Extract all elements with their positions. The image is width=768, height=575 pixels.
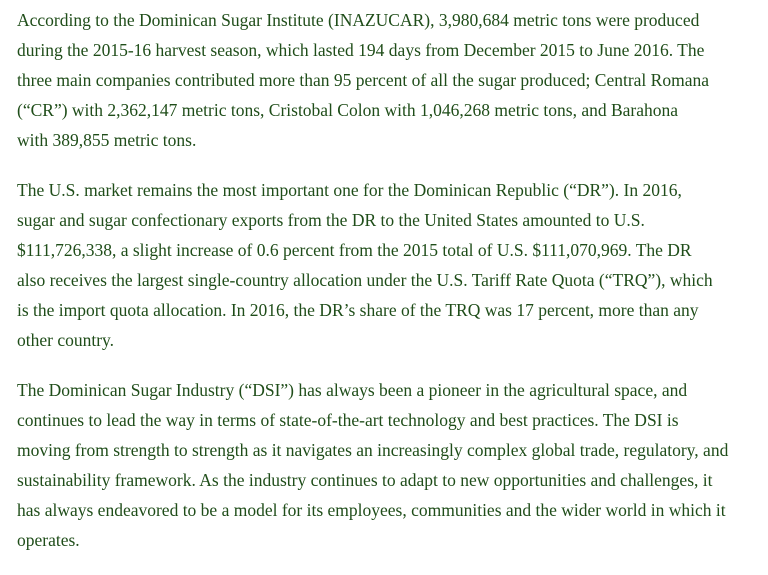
text-line: three main companies contributed more than 95 percent of all the sugar produced; Central Romana bbox=[17, 70, 709, 90]
text-line: The U.S. market remains the most important one for the Dominican Republic (“DR”). In 2016, bbox=[17, 180, 682, 200]
text-line: continues to lead the way in terms of state-of-the-art technology and best practices. The DSI is bbox=[17, 410, 679, 430]
text-line: moving from strength to strength as it navigates an increasingly complex global trade, regulatory, and bbox=[17, 440, 729, 460]
text-line: sugar and sugar confectionary exports from the DR to the United States amounted to U.S. bbox=[17, 210, 645, 230]
text-line: during the 2015-16 harvest season, which lasted 194 days from December 2015 to June 2016. The bbox=[17, 40, 705, 60]
text-line: other country. bbox=[17, 330, 115, 350]
text-line: (“CR”) with 2,362,147 metric tons, Cristobal Colon with 1,046,268 metric tons, and Barahona bbox=[17, 100, 679, 120]
text-line: has always endeavored to be a model for its employees, communities and the wider world in which it bbox=[17, 500, 726, 520]
text-line: with 389,855 metric tons. bbox=[17, 130, 197, 150]
paragraph-dsi bbox=[17, 375, 759, 555]
text-line: also receives the largest single-country allocation under the U.S. Tariff Rate Quota (“TRQ”), which bbox=[17, 270, 713, 290]
text-line: $111,726,338, a slight increase of 0.6 percent from the 2015 total of U.S. $111,070,969. The DR bbox=[17, 240, 692, 260]
text-line: operates. bbox=[17, 530, 80, 550]
text-line: is the import quota allocation. In 2016, the DR’s share of the TRQ was 17 percent, more than any bbox=[17, 300, 699, 320]
text-line: The Dominican Sugar Industry (“DSI”) has always been a pioneer in the agricultural space, and bbox=[17, 380, 688, 400]
text-line: sustainability framework. As the industry continues to adapt to new opportunities and challenges, it bbox=[17, 470, 713, 490]
paragraph-us-market bbox=[17, 175, 759, 355]
paragraph-sugar-production bbox=[17, 5, 759, 155]
text-line: According to the Dominican Sugar Institute (INAZUCAR), 3,980,684 metric tons were produced bbox=[17, 10, 700, 30]
article-body bbox=[17, 5, 759, 575]
